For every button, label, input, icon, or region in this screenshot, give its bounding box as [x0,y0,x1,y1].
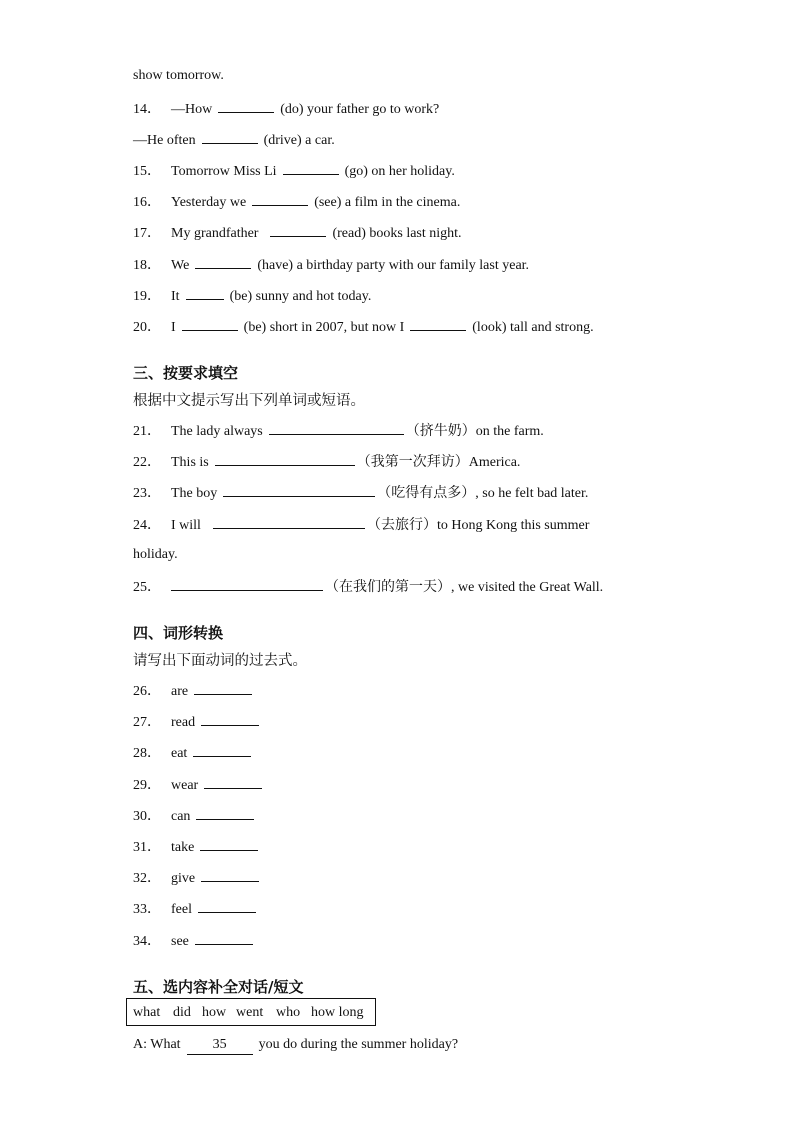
question-number: 16． [133,195,161,210]
answer-blank[interactable] [270,223,326,237]
verb-word: read [171,715,196,730]
verb-word: see [171,934,189,949]
word-bank-item: who [276,1005,301,1020]
question-26 [133,681,258,701]
answer-blank[interactable] [171,577,323,591]
question-text: , so he felt bad later. [475,486,589,501]
question-19 [133,286,371,306]
dialogue-text: you do during the summer holiday? [258,1037,459,1052]
answer-blank[interactable] [204,775,262,789]
question-text: This is [171,455,209,470]
answer-blank[interactable] [196,806,254,820]
question-number: 27． [133,715,161,730]
question-text: I will [171,518,201,533]
answer-blank[interactable] [410,317,466,331]
question-number: 29． [133,778,161,793]
verb-word: feel [171,902,192,917]
question-number: 22． [133,455,161,470]
dialogue-text: A: What [133,1037,181,1052]
question-24-continuation: holiday. [133,547,178,562]
verb-word: wear [171,778,199,793]
question-text: The boy [171,486,218,501]
answer-blank[interactable] [198,899,256,913]
dialogue-line-35 [133,1036,458,1055]
word-bank-item: how long [311,1005,364,1020]
answer-blank[interactable] [283,161,339,175]
question-hint: (see) a film in the cinema. [314,195,461,210]
question-15 [133,161,455,181]
question-text: , we visited the Great Wall. [451,580,604,595]
continuation-text: show tomorrow. [133,68,224,83]
answer-blank[interactable] [182,317,238,331]
question-hint: (have) a birthday party with our family last year. [257,258,530,273]
answer-blank-35[interactable]: 35 [187,1036,253,1055]
question-34 [133,931,259,951]
answer-blank[interactable] [215,452,355,466]
chinese-hint: （吃得有点多） [377,485,476,501]
verb-word: can [171,809,191,824]
question-29 [133,775,268,795]
question-number: 33． [133,902,161,917]
verb-word: are [171,684,189,699]
chinese-hint: （在我们的第一天） [325,579,451,595]
question-hint: (go) on her holiday. [344,164,455,179]
question-32 [133,868,265,888]
question-text: I [171,320,176,335]
question-number: 23． [133,486,161,501]
answer-blank[interactable] [269,421,404,435]
question-27 [133,712,265,732]
question-text: We [171,258,190,273]
question-25 [133,577,603,597]
question-text: to Hong Kong this summer [436,518,590,533]
question-18 [133,255,529,275]
question-number: 28． [133,746,161,761]
question-28 [133,743,257,763]
section-4-instruction: 请写出下面动词的过去式。 [133,653,307,669]
question-14-reply [133,130,335,150]
question-number: 17． [133,226,161,241]
answer-blank[interactable] [195,931,253,945]
question-20 [133,317,594,337]
answer-blank[interactable] [213,515,365,529]
question-21 [133,421,544,441]
question-number: 18． [133,258,161,273]
question-text: Tomorrow Miss Li [171,164,277,179]
question-24 [133,515,589,535]
question-number: 24． [133,518,161,533]
question-16 [133,192,460,212]
question-number: 20． [133,320,161,335]
word-bank-item: went [236,1005,264,1020]
question-hint: (read) books last night. [332,226,462,241]
verb-word: eat [171,746,188,761]
question-text: on the farm. [475,424,544,439]
question-number: 15． [133,164,161,179]
answer-blank[interactable] [218,99,274,113]
question-hint: (drive) a car. [263,133,335,148]
word-bank-item: did [173,1005,191,1020]
chinese-hint: （挤牛奶） [405,423,476,439]
section-3-title: 三、按要求填空 [133,364,239,382]
question-number: 31． [133,840,161,855]
question-text: My grandfather [171,226,259,241]
question-text: —How [171,102,213,117]
question-31 [133,837,264,857]
answer-blank[interactable] [223,483,375,497]
question-number: 25． [133,580,161,595]
question-22 [133,452,520,472]
question-number: 21． [133,424,161,439]
word-bank [126,998,376,1026]
answer-blank[interactable] [186,286,224,300]
question-hint: (do) your father go to work? [280,102,440,117]
question-text: America. [468,455,521,470]
verb-word: take [171,840,195,855]
question-33 [133,899,262,919]
question-hint: (be) sunny and hot today. [229,289,372,304]
word-bank-item: what [133,1005,161,1020]
answer-blank[interactable] [194,681,252,695]
question-text: The lady always [171,424,263,439]
question-30 [133,806,260,826]
word-bank-item: how [202,1005,227,1020]
verb-word: give [171,871,196,886]
question-number: 34． [133,934,161,949]
question-17 [133,223,462,243]
section-5-title: 五、选内容补全对话/短文 [133,978,304,996]
question-text: Yesterday we [171,195,247,210]
answer-blank[interactable] [201,712,259,726]
question-23 [133,483,588,503]
section-4-title: 四、词形转换 [133,624,224,642]
answer-blank[interactable] [252,192,308,206]
answer-blank[interactable] [195,255,251,269]
chinese-hint: （去旅行） [366,517,437,533]
question-text: —He often [133,133,196,148]
question-number: 30． [133,809,161,824]
chinese-hint: （我第一次拜访） [356,454,469,470]
section-3-instruction: 根据中文提示写出下列单词或短语。 [133,393,365,409]
answer-blank[interactable] [193,743,251,757]
question-14 [133,99,439,119]
question-number: 32． [133,871,161,886]
question-number: 26． [133,684,161,699]
question-number: 14． [133,102,161,117]
answer-blank[interactable] [202,130,258,144]
question-hint: (look) tall and strong. [472,320,594,335]
answer-blank[interactable] [200,837,258,851]
answer-blank[interactable] [201,868,259,882]
question-number: 19． [133,289,161,304]
question-text: It [171,289,180,304]
question-hint: (be) short in 2007, but now I [243,320,405,335]
